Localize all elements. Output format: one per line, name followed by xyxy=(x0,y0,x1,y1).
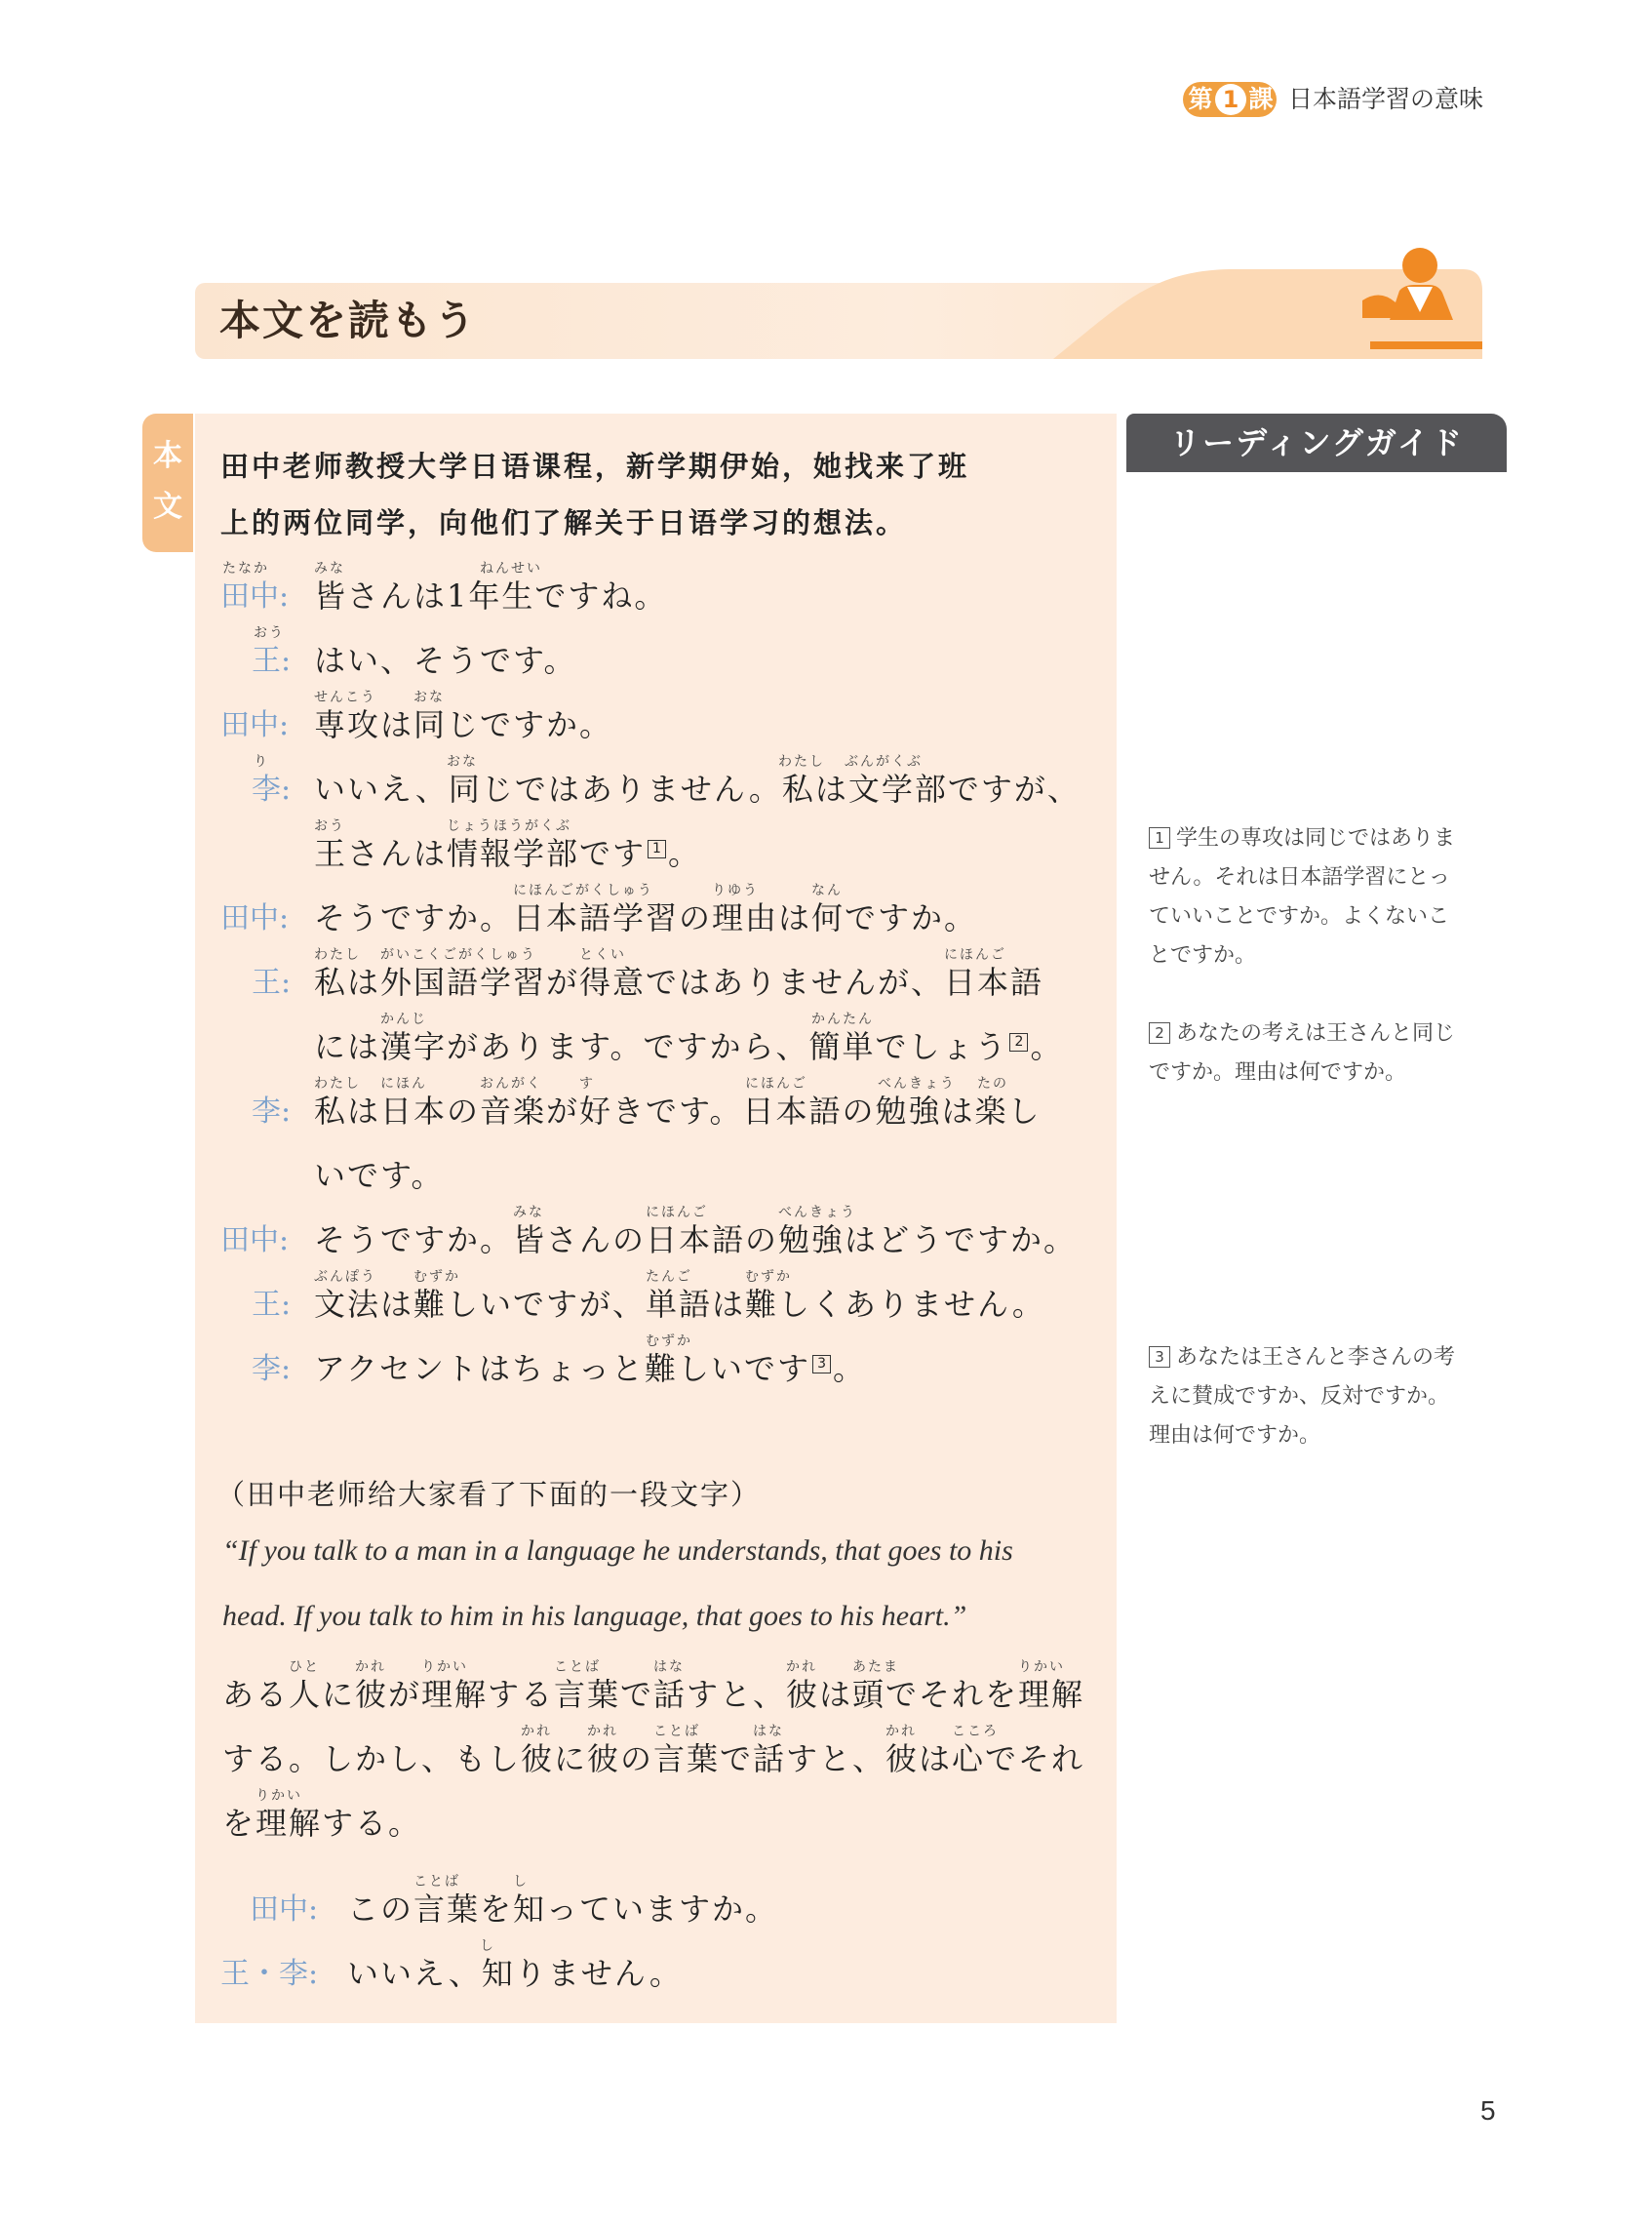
line-text xyxy=(314,1087,1041,1132)
note-reference: 1 xyxy=(648,840,666,858)
dialogue-line xyxy=(0,944,1112,1003)
furigana: し xyxy=(480,1938,495,1954)
speaker-label: 李: xyxy=(252,773,292,807)
speaker-label: 王: xyxy=(252,966,292,1000)
furigana: あたま xyxy=(852,1659,899,1675)
furigana: かんたん xyxy=(811,1012,874,1027)
line-text-body: いいえ、同じではありません。私は文学部ですが、 xyxy=(314,771,1081,808)
note-text: えに賛成ですか、反対ですか。 xyxy=(1149,1384,1450,1409)
furigana: ことば xyxy=(554,1659,601,1675)
speaker-label: 田中: xyxy=(250,1892,319,1927)
note-number: 1 xyxy=(1149,827,1170,849)
dialogue-line xyxy=(0,622,1112,681)
line-text-tail: 。 xyxy=(668,835,702,872)
note-text: ですか。理由は何ですか。 xyxy=(1149,1060,1407,1085)
note-reference: 3 xyxy=(812,1355,831,1373)
lesson-number: 1 xyxy=(1215,84,1246,115)
furigana: とくい xyxy=(579,947,626,963)
note-reference: 2 xyxy=(1009,1033,1028,1052)
furigana: たの xyxy=(977,1076,1008,1092)
furigana: にほんご xyxy=(646,1205,708,1220)
line-text xyxy=(314,958,1043,1003)
line-text-body: 王さんは情報学部です xyxy=(314,835,647,872)
line-text-body: する。しかし、もし彼に彼の言葉で話すと、彼は心でそれ xyxy=(222,1740,1085,1777)
furigana: ことば xyxy=(653,1724,700,1739)
furigana: にほんご xyxy=(745,1076,807,1092)
furigana: がいこくごがくしゅう xyxy=(380,947,536,963)
line-text xyxy=(347,1949,683,1994)
dialogue-line xyxy=(0,1073,1112,1132)
line-text-body: 私は外国語学習が得意ではありませんが、日本語 xyxy=(314,964,1044,1001)
note-text: 理由は何ですか。 xyxy=(1149,1423,1321,1448)
furigana: むずか xyxy=(646,1333,692,1349)
line-text xyxy=(314,1151,444,1196)
closing-line xyxy=(0,1935,1112,1994)
quote-japanese-line xyxy=(0,1785,1112,1844)
note-number: 2 xyxy=(1149,1022,1170,1044)
reading-guide-note xyxy=(1149,1338,1510,1455)
line-text xyxy=(314,1022,1063,1067)
line-text xyxy=(314,572,667,617)
furigana: みな xyxy=(513,1205,544,1220)
quote-english-line: “If you talk to a man in a language he understands, that goes to his xyxy=(222,1534,1013,1567)
line-text xyxy=(314,700,612,745)
intro-line: 上的两位同学，向他们了解关于日语学习的想法。 xyxy=(220,506,908,539)
note-line xyxy=(1149,819,1510,858)
line-text-body: いです。 xyxy=(314,1157,445,1194)
note-text: とですか。 xyxy=(1149,943,1257,968)
line-text-body: 文法は難しいですが、単語は難しくありません。 xyxy=(314,1286,1045,1323)
lesson-title: 日本語学習の意味 xyxy=(1288,85,1484,113)
furigana: りゆう xyxy=(712,883,759,898)
furigana: むずか xyxy=(745,1269,792,1285)
furigana: おな xyxy=(447,754,478,770)
furigana: にほん xyxy=(380,1076,427,1092)
furigana: おう xyxy=(314,818,345,834)
dialogue-line xyxy=(0,1137,1112,1196)
quote-japanese-line xyxy=(0,1656,1112,1715)
line-text xyxy=(314,1344,866,1389)
dialogue-line xyxy=(0,1266,1112,1325)
furigana: むずか xyxy=(413,1269,460,1285)
furigana: こころ xyxy=(952,1724,999,1739)
line-text-body: アクセントはちょっと難しいです xyxy=(314,1350,811,1387)
note-line xyxy=(1149,1015,1510,1054)
line-text-body: 皆さんは1年生ですね。 xyxy=(314,577,668,615)
lesson-badge-suffix: 課 xyxy=(1248,85,1274,113)
note-line xyxy=(1149,1338,1510,1377)
line-text-body: ある人に彼が理解する言葉で話すと、彼は頭でそれを理解 xyxy=(222,1676,1085,1713)
speaker-label: 李: xyxy=(252,1095,292,1129)
reading-guide-header: リーディングガイド xyxy=(1126,414,1507,472)
note-text: あなたの考えは王さんと同じ xyxy=(1176,1021,1456,1046)
line-text xyxy=(347,1885,778,1930)
dialogue-line xyxy=(0,1009,1112,1067)
furigana: ぶんがくぶ xyxy=(845,754,923,770)
note-line xyxy=(1149,1054,1510,1093)
dialogue-line xyxy=(0,687,1112,745)
furigana: おんがく xyxy=(480,1076,542,1092)
furigana: おう xyxy=(254,625,285,641)
note-text: ていいことですか。よくないこ xyxy=(1149,904,1450,929)
note-text: あなたは王さんと李さんの考 xyxy=(1176,1345,1456,1370)
furigana: りかい xyxy=(1018,1659,1065,1675)
furigana: かれ xyxy=(885,1724,917,1739)
side-tab-char: 文 xyxy=(153,490,182,524)
line-text-body: 専攻は同じですか。 xyxy=(314,706,613,743)
note-number: 3 xyxy=(1149,1346,1170,1368)
dialogue-line xyxy=(0,751,1112,810)
dialogue-line xyxy=(0,1202,1112,1260)
note-text: せん。それは日本語学習にとっ xyxy=(1149,865,1450,890)
dialogue-line xyxy=(0,558,1112,617)
speaker-label: 王: xyxy=(252,644,292,678)
furigana: り xyxy=(254,754,269,770)
closing-line xyxy=(0,1871,1112,1930)
line-text xyxy=(314,1280,1045,1325)
note-line xyxy=(1149,897,1510,936)
furigana: かんじ xyxy=(380,1012,427,1027)
furigana: りかい xyxy=(421,1659,468,1675)
dialogue-line xyxy=(0,816,1112,874)
furigana: かれ xyxy=(355,1659,386,1675)
line-text-body: には漢字があります。ですから、簡単でしょう xyxy=(314,1028,1008,1065)
line-text xyxy=(314,829,701,874)
speaker-label: 王: xyxy=(252,1288,292,1322)
note-text: 学生の専攻は同じではありま xyxy=(1176,826,1456,851)
furigana: わたし xyxy=(314,1076,361,1092)
speaker-label: 田中: xyxy=(220,708,290,742)
line-text-body: 私は日本の音楽が好きです。日本語の勉強は楽し xyxy=(314,1093,1042,1130)
furigana: わたし xyxy=(314,947,361,963)
furigana: おな xyxy=(413,690,445,705)
furigana: にほんごがくしゅう xyxy=(513,883,653,898)
furigana: なん xyxy=(811,883,843,898)
line-text xyxy=(314,894,977,938)
lesson-badge xyxy=(1183,82,1277,117)
furigana: わたし xyxy=(778,754,825,770)
side-tab-char: 本 xyxy=(153,439,182,473)
line-text-tail: 。 xyxy=(1030,1028,1064,1065)
speaker-label: 田中: xyxy=(220,901,290,935)
lesson-badge-prefix: 第 xyxy=(1188,85,1213,113)
furigana: べんきょう xyxy=(778,1205,856,1220)
line-text-body: はい、そうです。 xyxy=(314,642,577,679)
furigana: ねんせい xyxy=(480,561,542,577)
furigana: はな xyxy=(753,1724,784,1739)
furigana: ことば xyxy=(413,1874,460,1890)
note-line xyxy=(1149,1377,1510,1416)
line-text-body: そうですか。皆さんの日本語の勉強はどうですか。 xyxy=(314,1221,1078,1258)
furigana: せんこう xyxy=(314,690,376,705)
furigana: べんきょう xyxy=(878,1076,956,1092)
furigana: かれ xyxy=(786,1659,817,1675)
furigana: はな xyxy=(653,1659,685,1675)
speaker-label: 田中: xyxy=(220,579,290,614)
furigana: す xyxy=(579,1076,595,1092)
furigana: じょうほうがくぶ xyxy=(447,818,571,834)
line-text-tail: 。 xyxy=(833,1350,867,1387)
line-text xyxy=(314,1215,1077,1260)
speaker-label: 王・李: xyxy=(220,1957,319,1991)
line-text xyxy=(314,636,576,681)
line-text-body: いいえ、知りません。 xyxy=(347,1955,683,1992)
speaker-label: 田中: xyxy=(220,1223,290,1257)
note-line xyxy=(1149,1416,1510,1455)
furigana: ぶんぽう xyxy=(314,1269,376,1285)
reader-icon xyxy=(1360,244,1477,341)
furigana: かれ xyxy=(521,1724,552,1739)
intro-line: 田中老师教授大学日语课程，新学期伊始，她找来了班 xyxy=(220,450,970,483)
furigana: ひと xyxy=(289,1659,320,1675)
page-number: 5 xyxy=(1480,2095,1496,2126)
quote-japanese-line xyxy=(0,1721,1112,1779)
line-text xyxy=(222,1799,421,1844)
reading-guide-note xyxy=(1149,819,1510,975)
furigana: し xyxy=(513,1874,529,1890)
line-text-body: を理解する。 xyxy=(222,1805,422,1842)
line-text xyxy=(222,1670,1084,1715)
quote-english-line: head. If you talk to him in his language, that goes to his heart.” xyxy=(222,1600,967,1632)
note-line xyxy=(1149,936,1510,975)
line-text xyxy=(314,765,1081,810)
note-line xyxy=(1149,858,1510,897)
section-title: 本文を読もう xyxy=(219,297,478,344)
furigana: たなか xyxy=(222,561,269,577)
furigana: みな xyxy=(314,561,345,577)
furigana: りかい xyxy=(256,1788,302,1804)
speaker-label: 李: xyxy=(252,1352,292,1386)
furigana: たんご xyxy=(646,1269,692,1285)
dialogue-line xyxy=(0,880,1112,938)
dialogue-line xyxy=(0,1331,1112,1389)
reading-guide-note xyxy=(1149,1015,1510,1093)
line-text xyxy=(222,1734,1084,1779)
furigana: にほんご xyxy=(944,947,1006,963)
line-text-body: そうですか。日本語学習の理由は何ですか。 xyxy=(314,899,978,936)
side-tab xyxy=(142,414,193,552)
furigana: かれ xyxy=(587,1724,618,1739)
line-text-body: この言葉を知っていますか。 xyxy=(347,1891,779,1928)
quote-label: （田中老师给大家看了下面的一段文字） xyxy=(216,1478,762,1511)
